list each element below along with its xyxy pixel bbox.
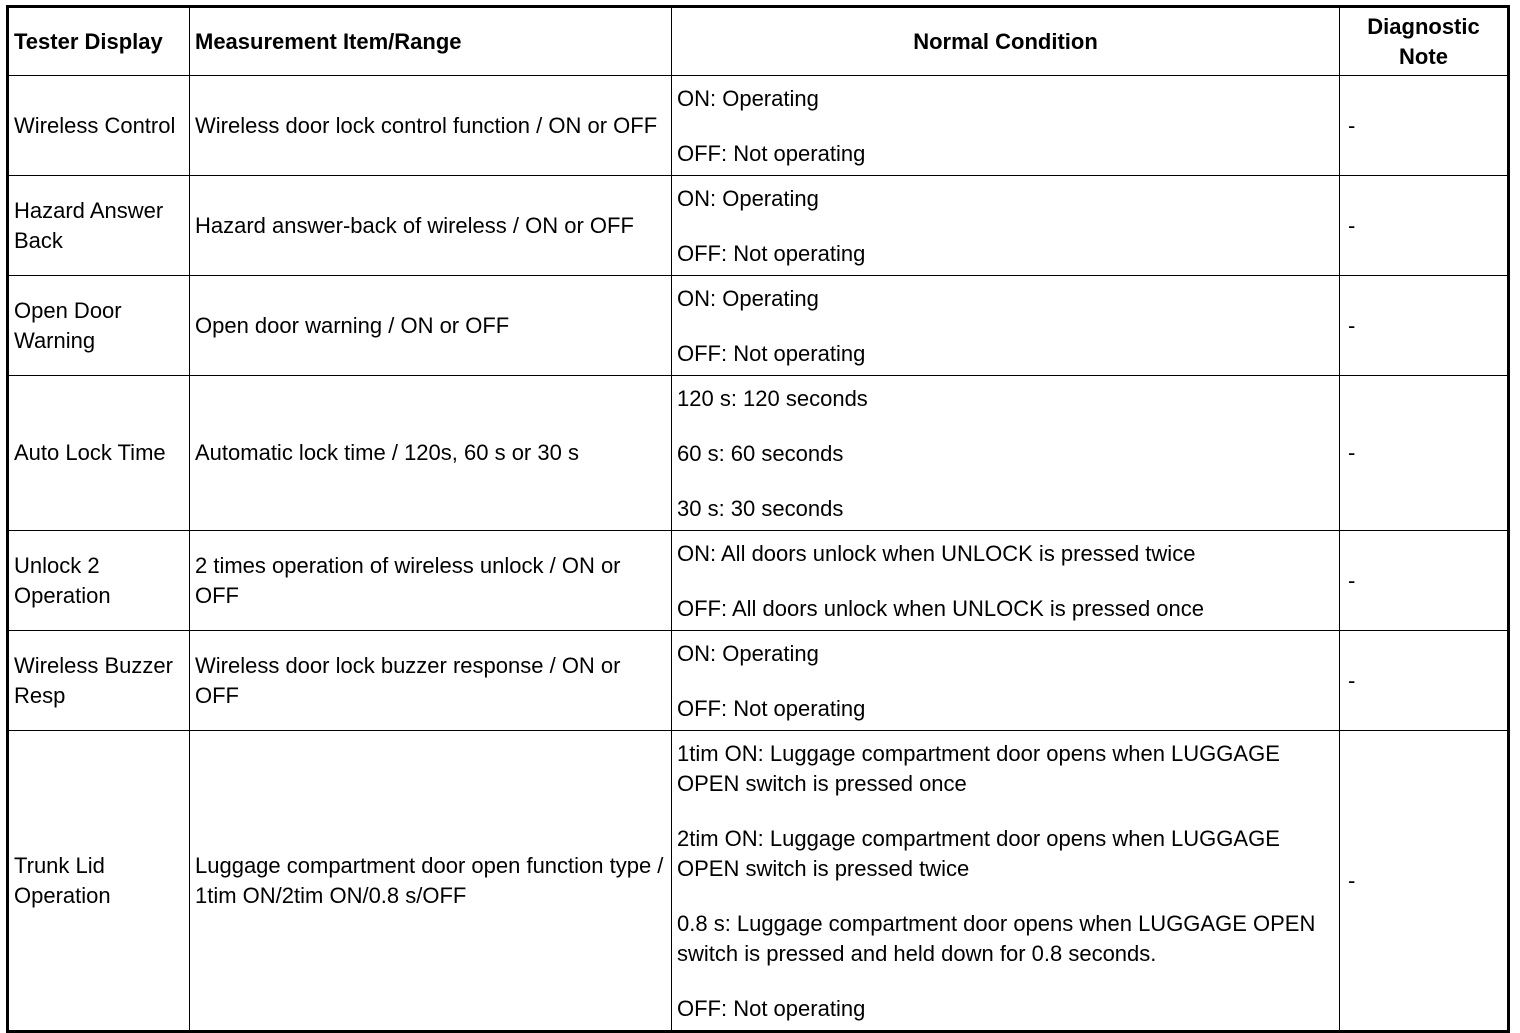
cell-tester-display: Wireless Buzzer Resp — [8, 631, 190, 731]
cell-measurement: Hazard answer-back of wireless / ON or OFF — [190, 176, 672, 276]
condition-line: OFF: All doors unlock when UNLOCK is pressed once — [677, 596, 1205, 621]
cell-measurement: Wireless door lock buzzer response / ON or OFF — [190, 631, 672, 731]
cell-normal-condition — [672, 176, 1340, 276]
table-row — [8, 631, 1509, 731]
condition-line: OFF: Not operating — [677, 996, 866, 1021]
cell-tester-display: Unlock 2 Operation — [8, 531, 190, 631]
condition-line: 120 s: 120 seconds — [677, 386, 868, 411]
condition-line: OFF: Not operating — [677, 141, 866, 166]
cell-normal-condition — [672, 731, 1340, 1032]
condition-line: 30 s: 30 seconds — [677, 496, 844, 521]
condition-line: ON: Operating — [677, 186, 819, 211]
cell-measurement: 2 times operation of wireless unlock / ON or OFF — [190, 531, 672, 631]
condition-line: 0.8 s: Luggage compartment door opens when LUGGAGE OPEN switch is pressed and held down for 0.8 seconds. — [677, 911, 1316, 966]
table-row — [8, 731, 1509, 1032]
cell-normal-condition — [672, 631, 1340, 731]
cell-diagnostic-note: - — [1340, 76, 1509, 176]
condition-line: OFF: Not operating — [677, 696, 866, 721]
cell-diagnostic-note: - — [1340, 376, 1509, 531]
cell-measurement: Open door warning / ON or OFF — [190, 276, 672, 376]
header-row — [8, 7, 1509, 76]
condition-line: 2tim ON: Luggage compartment door opens when LUGGAGE OPEN switch is pressed twice — [677, 826, 1280, 881]
header-diagnostic-note — [1340, 7, 1509, 76]
cell-tester-display: Auto Lock Time — [8, 376, 190, 531]
condition-line: 60 s: 60 seconds — [677, 441, 844, 466]
cell-diagnostic-note: - — [1340, 731, 1509, 1032]
cell-tester-display: Hazard Answer Back — [8, 176, 190, 276]
cell-diagnostic-note: - — [1340, 276, 1509, 376]
table-row — [8, 531, 1509, 631]
condition-line: OFF: Not operating — [677, 341, 866, 366]
cell-measurement: Wireless door lock control function / ON or OFF — [190, 76, 672, 176]
diagnosis-table — [6, 5, 1510, 1033]
table-row — [8, 276, 1509, 376]
cell-diagnostic-note: - — [1340, 531, 1509, 631]
cell-normal-condition — [672, 376, 1340, 531]
condition-line: ON: Operating — [677, 86, 819, 111]
header-diagnostic-note-line2: Note — [1399, 43, 1448, 69]
condition-line: 1tim ON: Luggage compartment door opens when LUGGAGE OPEN switch is pressed once — [677, 741, 1280, 796]
cell-tester-display: Open Door Warning — [8, 276, 190, 376]
cell-normal-condition — [672, 76, 1340, 176]
cell-measurement: Automatic lock time / 120s, 60 s or 30 s — [190, 376, 672, 531]
cell-normal-condition — [672, 276, 1340, 376]
table-row — [8, 176, 1509, 276]
cell-diagnostic-note: - — [1340, 631, 1509, 731]
cell-tester-display: Trunk Lid Operation — [8, 731, 190, 1032]
condition-line: ON: All doors unlock when UNLOCK is pressed twice — [677, 541, 1196, 566]
condition-line: ON: Operating — [677, 286, 819, 311]
cell-measurement: Luggage compartment door open function type / 1tim ON/2tim ON/0.8 s/OFF — [190, 731, 672, 1032]
table-row — [8, 376, 1509, 531]
header-measurement: Measurement Item/Range — [190, 7, 672, 76]
header-normal-condition: Normal Condition — [672, 7, 1340, 76]
cell-tester-display: Wireless Control — [8, 76, 190, 176]
cell-diagnostic-note: - — [1340, 176, 1509, 276]
condition-line: ON: Operating — [677, 641, 819, 666]
header-tester-display: Tester Display — [8, 7, 190, 76]
header-diagnostic-note-line1: Diagnostic — [1367, 13, 1480, 39]
condition-line: OFF: Not operating — [677, 241, 866, 266]
table-row — [8, 76, 1509, 176]
cell-normal-condition — [672, 531, 1340, 631]
